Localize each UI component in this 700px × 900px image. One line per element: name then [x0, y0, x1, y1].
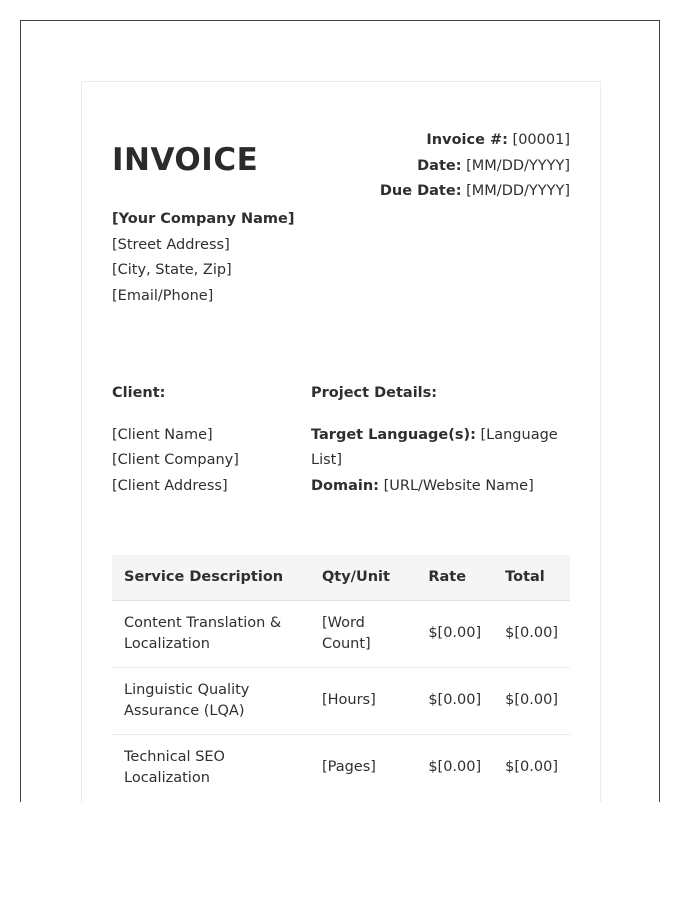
invoice-date-value: [MM/DD/YYYY] — [466, 157, 570, 174]
invoice-number — [380, 128, 570, 154]
project-heading: Project Details: — [311, 385, 438, 401]
invoice-due-date — [380, 179, 570, 205]
project-domain — [311, 474, 570, 500]
document-frame — [20, 20, 660, 802]
project-languages — [311, 423, 570, 474]
header-qty-unit: Qty/Unit — [310, 555, 416, 600]
table-row — [112, 667, 570, 734]
company-block — [112, 207, 294, 309]
row-service: Technical SEO Localization — [124, 748, 225, 786]
invoice-date-label: Date: — [417, 157, 462, 174]
company-name: [Your Company Name] — [112, 211, 295, 227]
company-city: [City, State, Zip] — [112, 262, 232, 278]
header-service-description: Service Description — [112, 555, 310, 600]
header-rate: Rate — [416, 555, 493, 600]
invoice-date — [380, 154, 570, 180]
company-contact: [Email/Phone] — [112, 287, 214, 304]
table-row — [112, 734, 570, 801]
row-rate: $[0.00] — [428, 759, 482, 776]
row-total: $[0.00] — [493, 600, 570, 667]
client-block — [112, 381, 239, 499]
row-qty: [Pages] — [321, 759, 376, 776]
row-total: $[0.00] — [505, 759, 558, 776]
row-qty: [Word Count] — [310, 600, 416, 667]
row-rate: $[0.00] — [416, 667, 493, 734]
header-total: Total — [493, 555, 570, 600]
invoice-title: INVOICE — [112, 142, 259, 178]
services-table — [112, 555, 570, 801]
table-row — [112, 600, 570, 667]
project-domain-label: Domain: — [311, 477, 379, 494]
row-qty: [Hours] — [310, 667, 416, 734]
invoice-due-date-value: [MM/DD/YYYY] — [466, 183, 570, 199]
row-service: Content Translation & Localization — [112, 600, 310, 667]
invoice-number-value: [00001] — [512, 132, 570, 148]
project-languages-label: Target Language(s): — [311, 426, 476, 443]
row-total: $[0.00] — [493, 667, 570, 734]
invoice-meta — [380, 128, 570, 205]
client-heading: Client: — [112, 385, 166, 401]
client-company: [Client Company] — [112, 452, 239, 468]
company-street: [Street Address] — [112, 236, 230, 253]
row-rate: $[0.00] — [416, 600, 493, 667]
client-address: [Client Address] — [112, 477, 228, 494]
invoice-number-label: Invoice #: — [426, 132, 508, 148]
project-block — [311, 381, 570, 499]
client-name: [Client Name] — [112, 426, 213, 443]
row-service: Linguistic Quality Assurance (LQA) — [112, 667, 310, 734]
invoice-page — [81, 81, 601, 802]
table-header-row — [112, 555, 570, 600]
project-languages-value: [Language List] — [311, 426, 558, 468]
invoice-due-date-label: Due Date: — [379, 183, 462, 199]
project-domain-value: [URL/Website Name] — [383, 477, 534, 494]
